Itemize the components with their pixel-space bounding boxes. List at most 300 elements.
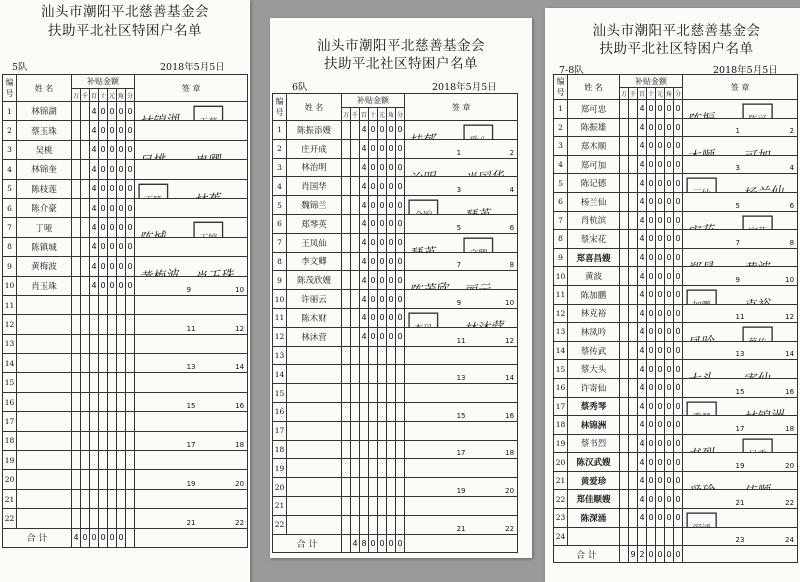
amount-digit [72,315,81,334]
row-index: 11 [273,308,287,327]
total-sign [683,546,798,563]
row-name [287,496,342,515]
total-label: 合 计 [554,546,620,563]
amount-digit: 0 [656,453,665,472]
svg-text:杨兰仙: 杨兰仙 [742,185,784,204]
amount-digit [647,527,656,546]
signature-cell [405,214,518,233]
svg-text:可加: 可加 [742,149,771,166]
amount-digit [99,431,108,450]
amount-digit [90,412,99,431]
row-index: 23 [554,509,568,528]
row-name: 郑可忠 [568,100,620,119]
amount-digit [360,515,369,534]
amount-digit: 0 [99,121,108,140]
amount-digit: 0 [674,155,683,174]
amount-digit: 0 [369,290,378,309]
amount-digit [126,392,135,411]
table-row [3,121,248,140]
row-name: 陈镇城 [17,237,72,256]
signature-cell [405,252,518,271]
amount-digit: 4 [90,276,99,295]
row-index: 3 [3,140,17,159]
amount-digit [72,392,81,411]
row-index: 16 [273,402,287,421]
amount-digit [126,451,135,470]
signature-cell [405,233,518,263]
slot-number: 22 [235,518,245,527]
signature-cell [135,140,248,171]
amount-digit: 0 [665,285,674,304]
row-index: 15 [273,384,287,403]
row-index: 14 [3,354,17,373]
amount-digit [620,248,629,267]
unit-qian: 千 [351,108,360,121]
slot-number: 19 [186,479,196,488]
amount-digit: 0 [369,271,378,290]
sheet-title-line1: 汕头市潮阳平北慈善基金会 [317,38,485,54]
amount-digit: 0 [647,118,656,137]
table-row [554,118,798,137]
unit-bai: 百 [638,88,647,100]
unit-wan: 万 [72,89,81,102]
amount-digit [72,237,81,256]
slot-number: 5 [735,201,740,210]
unit-shi: 十 [369,108,378,121]
amount-digit [396,459,405,478]
row-name [17,334,72,353]
total-digit: 0 [81,528,90,547]
table-row [273,515,518,534]
amount-digit [351,290,360,309]
slot-number: 24 [785,536,795,545]
amount-digit [108,295,117,314]
amount-digit: 0 [674,509,683,528]
amount-digit [81,160,90,179]
amount-digit: 0 [674,248,683,267]
total-digit: 4 [72,528,81,547]
amount-digit: 0 [378,121,387,140]
amount-digit: 0 [126,257,135,276]
row-index: 22 [3,509,17,528]
amount-digit: 0 [647,230,656,249]
row-index: 1 [3,102,17,121]
table-row [273,139,518,158]
table-row [273,252,518,271]
row-index: 6 [554,192,568,211]
amount-digit [81,198,90,217]
row-name: 陈振添嫂 [287,121,342,140]
amount-digit: 0 [387,327,396,346]
amount-digit [351,121,360,140]
slot-number: 12 [505,336,515,345]
unit-fen: 分 [674,88,683,100]
row-index: 17 [3,412,17,431]
row-index: 10 [3,276,17,295]
total-digit: 0 [99,528,108,547]
total-label: 合 计 [3,528,72,547]
amount-digit [81,489,90,508]
signature-cell [405,271,518,301]
amount-digit: 0 [674,211,683,230]
amount-digit [387,365,396,384]
slot-number: 8 [789,238,795,247]
amount-digit: 4 [638,267,647,286]
row-name [287,346,342,365]
table-row [3,470,248,489]
amount-digit: 0 [656,267,665,286]
amount-digit [81,237,90,256]
amount-digit: 0 [396,233,405,252]
amount-digit [620,285,629,304]
row-index: 4 [273,177,287,196]
table-row [554,192,798,211]
amount-digit: 4 [638,490,647,509]
amount-digit [629,434,638,453]
sheet-team-6 [270,18,532,558]
row-index: 18 [273,440,287,459]
slot-number: 13 [735,350,745,359]
slot-number: 11 [186,324,196,333]
amount-digit: 0 [369,196,378,215]
amount-digit: 0 [665,248,674,267]
slot-number: 19 [456,486,466,495]
amount-digit: 0 [117,160,126,179]
svg-text:黄梅波: 黄梅波 [138,267,179,288]
slot-number: 18 [785,424,795,433]
signature-cell [135,257,248,288]
amount-digit: 0 [656,304,665,323]
amount-digit [629,360,638,379]
amount-digit: 0 [665,137,674,156]
signature-cell [683,192,798,211]
table-row [273,402,518,421]
amount-digit: 0 [647,397,656,416]
amount-digit: 4 [360,196,369,215]
slot-number: 20 [235,479,245,488]
signature-cell [135,373,248,392]
total-digit: 0 [665,546,674,563]
row-index: 24 [554,527,568,546]
amount-digit [342,365,351,384]
amount-digit [126,295,135,314]
amount-digit [72,489,81,508]
amount-digit: 0 [674,230,683,249]
slot-number: 11 [456,336,466,345]
row-name [17,470,72,489]
team-label: 7-8队 [559,65,584,76]
amount-digit [378,496,387,515]
slot-number: 3 [456,186,462,195]
total-sign [405,534,518,552]
row-name [287,515,342,534]
slot-number: 16 [505,411,515,420]
signature-cell [405,496,518,515]
slot-number: 9 [735,275,740,284]
amount-digit [387,496,396,515]
date-label: 2018年5月5日 [432,82,497,93]
svg-text:陈城: 陈城 [138,229,166,249]
row-index: 5 [3,179,17,198]
unit-bai: 百 [360,108,369,121]
date-label: 2018年5月5日 [713,65,778,76]
amount-digit [629,471,638,490]
slot-number: 22 [505,524,515,533]
row-name: 陈汉武嫂 [568,453,620,472]
svg-text:加鹏: 加鹏 [692,300,712,312]
unit-wan: 万 [620,88,629,100]
amount-digit: 0 [369,252,378,271]
amount-digit: 0 [369,121,378,140]
amount-digit: 0 [656,434,665,453]
amount-digit [387,421,396,440]
svg-text:大头: 大头 [686,372,715,390]
amount-digit: 4 [638,453,647,472]
amount-digit [620,100,629,119]
amount-digit [360,440,369,459]
amount-digit: 0 [108,160,117,179]
amount-digit [90,509,99,528]
table-row [554,174,798,193]
total-digit: 0 [117,528,126,547]
amount-digit [369,365,378,384]
amount-digit: 0 [117,121,126,140]
table-row [554,471,798,490]
amount-digit: 0 [647,137,656,156]
amount-digit: 0 [656,378,665,397]
amount-digit [638,527,647,546]
table-row [554,416,798,435]
amount-digit: 0 [665,509,674,528]
row-name: 黄波 [568,267,620,286]
amount-digit: 0 [647,416,656,435]
amount-digit: 0 [656,285,665,304]
signature-cell [405,515,518,534]
amount-digit [126,509,135,528]
amount-digit [72,276,81,295]
amount-digit: 0 [378,233,387,252]
amount-digit [117,295,126,314]
svg-text:克裕: 克裕 [742,297,771,315]
amount-digit: 0 [99,218,108,237]
row-name [17,315,72,334]
svg-text:寄仙: 寄仙 [742,372,771,390]
total-digit [342,534,351,552]
amount-digit [629,304,638,323]
svg-text:宋花: 宋花 [748,226,768,238]
amount-digit [117,509,126,528]
amount-digit [629,211,638,230]
amount-digit: 0 [656,137,665,156]
row-name: 郑可加 [568,155,620,174]
table-row [3,354,248,373]
svg-text:肖玉珠: 肖玉珠 [193,267,234,288]
sheet-team-7-8 [545,8,800,582]
amount-digit [81,121,90,140]
table-row [273,365,518,384]
amount-digit [620,211,629,230]
amount-digit: 4 [90,160,99,179]
row-name: 郑喜昌嫂 [568,248,620,267]
signature-cell [405,196,518,226]
amount-digit: 0 [126,179,135,198]
amount-digit: 0 [674,192,683,211]
table-row [3,140,248,159]
amount-digit [72,470,81,489]
amount-digit: 0 [674,341,683,360]
row-name: 许丽云 [287,290,342,309]
amount-digit: 0 [674,137,683,156]
table-row [3,392,248,411]
amount-digit: 4 [638,509,647,528]
slot-number: 15 [456,411,466,420]
amount-digit [126,489,135,508]
row-index: 22 [554,490,568,509]
signature-cell [683,490,798,509]
amount-digit [342,384,351,403]
slot-number: 2 [789,127,795,136]
total-digit: 8 [360,534,369,552]
svg-text:丽云: 丽云 [463,283,491,301]
row-index: 8 [554,230,568,249]
amount-digit [396,421,405,440]
slot-number: 8 [509,261,515,270]
amount-digit [629,230,638,249]
amount-digit: 0 [656,248,665,267]
total-digit: 2 [638,546,647,563]
row-index: 6 [273,214,287,233]
header-amount: 补贴金额 [620,75,683,88]
amount-digit: 0 [665,192,674,211]
amount-digit [81,373,90,392]
signature-cell [405,308,518,339]
row-name: 蔡书烈 [568,434,620,453]
amount-digit [629,453,638,472]
row-index: 19 [273,459,287,478]
total-digit: 0 [387,534,396,552]
table-row [273,214,518,233]
amount-digit: 4 [360,252,369,271]
row-index: 12 [273,327,287,346]
amount-digit: 4 [638,323,647,342]
amount-digit: 0 [117,237,126,256]
amount-digit [117,315,126,334]
amount-digit: 0 [396,121,405,140]
signature-cell [405,346,518,365]
amount-digit: 0 [396,196,405,215]
amount-digit [360,365,369,384]
row-name: 庄开成 [287,139,342,158]
svg-text:陈可: 陈可 [748,114,768,126]
amount-digit: 0 [656,471,665,490]
svg-text:治明: 治明 [408,170,436,188]
amount-digit: 4 [638,137,647,156]
table-row [554,248,798,267]
signature-cell [135,198,248,217]
amount-digit: 0 [396,177,405,196]
amount-digit: 0 [674,118,683,137]
signature-cell [683,471,798,501]
amount-digit [72,102,81,121]
table-row [554,323,798,342]
total-sign [135,528,248,547]
row-index: 20 [3,470,17,489]
amount-digit: 0 [674,397,683,416]
amount-digit: 0 [126,218,135,237]
unit-wan: 万 [342,108,351,121]
amount-digit [620,304,629,323]
amount-digit: 0 [656,118,665,137]
amount-digit [629,285,638,304]
row-name: 肖杭滨 [568,211,620,230]
amount-digit [99,489,108,508]
amount-digit: 0 [656,323,665,342]
row-name [17,392,72,411]
amount-digit [99,354,108,373]
unit-yuan: 元 [378,108,387,121]
row-index: 11 [3,295,17,314]
amount-digit: 0 [656,155,665,174]
amount-digit [360,496,369,515]
row-name [287,365,342,384]
svg-text:深涌: 深涌 [692,523,712,535]
amount-digit [369,515,378,534]
amount-digit [620,267,629,286]
signature-cell [683,137,798,166]
amount-digit: 4 [638,360,647,379]
amount-digit [117,470,126,489]
row-name [17,373,72,392]
signature-cell [683,174,798,204]
table-row [554,490,798,509]
amount-digit: 0 [387,214,396,233]
amount-digit: 0 [108,140,117,159]
signature-cell [683,527,798,546]
row-index: 17 [554,397,568,416]
row-index: 7 [273,233,287,252]
signature-cell [135,237,248,256]
amount-digit [351,402,360,421]
amount-digit: 0 [647,155,656,174]
amount-digit [629,397,638,416]
svg-text:书烈: 书烈 [686,446,715,464]
unit-jiao: 角 [117,89,126,102]
table-row [3,295,248,314]
svg-text:贵卿: 贵卿 [193,152,221,171]
slot-number: 9 [186,285,192,294]
amount-digit: 4 [360,158,369,177]
signature-cell [405,158,518,188]
table-row [3,237,248,256]
signature-cell [683,434,798,464]
amount-digit: 0 [647,434,656,453]
amount-digit [72,121,81,140]
amount-digit [351,346,360,365]
amount-digit: 0 [665,155,674,174]
total-digit: 0 [90,528,99,547]
amount-digit: 4 [90,218,99,237]
amount-digit: 0 [117,198,126,217]
row-name [17,295,72,314]
amount-digit: 0 [378,196,387,215]
amount-digit: 0 [108,179,117,198]
row-name: 魏锦兰 [287,196,342,215]
slot-number: 18 [235,441,245,450]
amount-digit [351,139,360,158]
table-row [554,360,798,379]
row-index: 21 [554,471,568,490]
amount-digit: 4 [638,285,647,304]
